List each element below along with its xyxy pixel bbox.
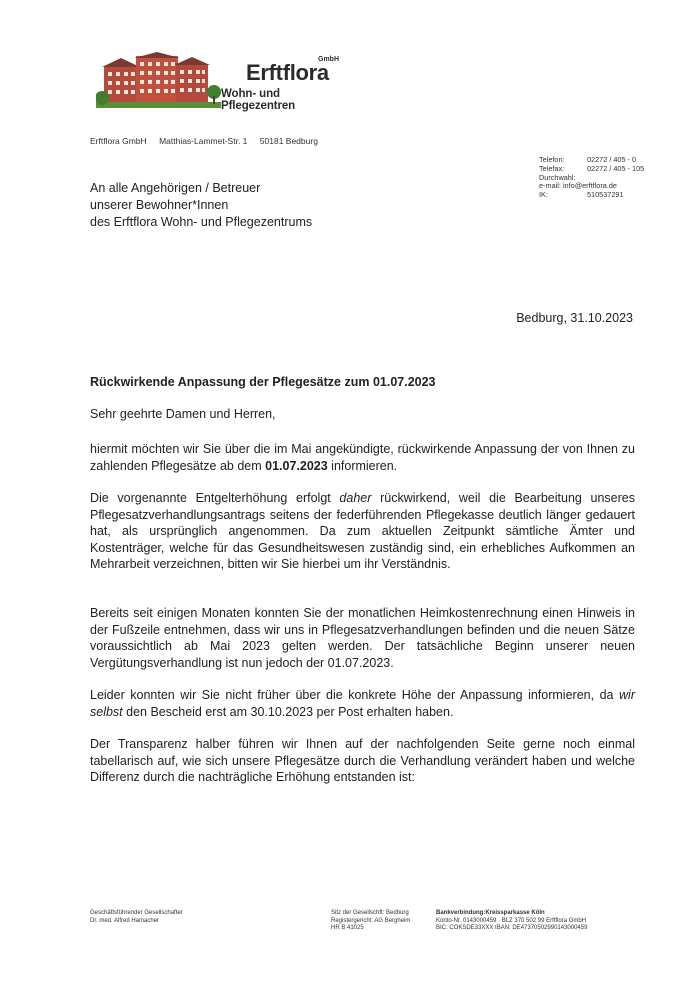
footer-line: Konto-Nr. 0143000459 · BLZ 370 502 99 Erftflora GmbH bbox=[436, 917, 587, 924]
footer-line: Dr. med. Alfred Hamacher bbox=[90, 917, 160, 924]
contact-label: Durchwahl: bbox=[539, 172, 576, 182]
recipient-line: unserer Bewohner*Innen bbox=[90, 198, 229, 212]
footer-line: Registergericht: AG Bergheim bbox=[331, 917, 411, 924]
contact-label: e-mail: bbox=[539, 181, 561, 191]
footer-registry bbox=[331, 910, 410, 933]
text-run-italic: wir selbst bbox=[90, 688, 635, 719]
contact-value: 510537291 bbox=[587, 190, 624, 200]
text-run-bold: 01.07.2023 bbox=[265, 458, 328, 473]
footer-line: Geschäftsführender Gesellschafter bbox=[90, 910, 183, 916]
footer-line: Sitz der Gesellschft: Bedburg bbox=[331, 910, 409, 916]
contact-label: Telefax: bbox=[539, 163, 565, 173]
text-run: Leider konnten wir Sie nicht früher über die konkrete Höhe der Anpassung informieren, da bbox=[90, 688, 620, 702]
footer-bank bbox=[436, 910, 587, 933]
text-run: den Bescheid erst am 30.10.2023 per Post erhalten haben. bbox=[122, 704, 454, 719]
text-run: rückwirkend, weil die Bearbeitung unseres Pflegesatzverhandlungsantrags seitens der federführenden Pflegekasse deutlich länger gedauert hat, als ursprünglich angenommen. Da zum aktuellen Zeitpunkt sämtliche Ämter und Kostenträger, welche für das Gesundheitswesen zuständig sind, ein erhebliches Aufkommen an Mehrarbeit verzeichnen, bitten wir Sie hierbei um ihr Verständnis. bbox=[90, 491, 636, 571]
footer-management bbox=[90, 910, 183, 925]
recipient-address bbox=[90, 180, 312, 231]
text-run: Die vorgenannte Entgelterhöhung erfolgt bbox=[90, 491, 340, 505]
letter-subject: Rückwirkende Anpassung der Pflegesätze zum 01.07.2023 bbox=[90, 375, 436, 389]
body-paragraph-1 bbox=[90, 441, 635, 474]
contact-value: 02272 / 405 - 0 bbox=[587, 155, 637, 164]
contact-label: IK: bbox=[539, 190, 548, 200]
footer-line: HR B 41025 bbox=[331, 925, 364, 932]
text-run: informieren. bbox=[327, 458, 398, 473]
logo-subtitle: Wohn- und Pflegezentren bbox=[221, 88, 296, 112]
text-run-italic: daher bbox=[339, 491, 372, 505]
body-paragraph-5: Der Transparenz halber führen wir Ihnen auf der nachfolgenden Seite gerne noch einmal tabellarisch auf, wie sich unsere Pflegesätze durch die Verhandlung verändert haben und welche Differenz durch die nachträgliche Erhöhung entstanden ist: bbox=[90, 737, 635, 784]
contact-value: info@erftflora.de bbox=[562, 181, 617, 191]
text-run: hiermit möchten wir Sie über die im Mai angekündigte, rückwirkende Anpassung der von Ihnen zu zahlenden Pflegesätze ab dem bbox=[90, 442, 635, 473]
footer-line: BIC: COKSDE33XXX IBAN: DE47370502990143000459 bbox=[436, 925, 588, 932]
recipient-line: An alle Angehörigen / Betreuer bbox=[90, 181, 261, 195]
sender-city: 50181 Bedburg bbox=[259, 136, 318, 146]
sender-street: Matthias-Lammet-Str. 1 bbox=[159, 136, 248, 146]
contact-label: Telefon: bbox=[539, 155, 565, 164]
body-paragraph-3: Bereits seit einigen Monaten konnten Sie der monatlichen Heimkostenrechnung einen Hinweis in der Fußzeile entnehmen, dass wir uns in Pflegesatzverhandlungen befinden und die neuen Sätze voraussichtlich ab Mai 2023 gelten werden. Der tatsächliche Beginn unserer neuen Vergütungsverhandlung ist nun jedoch der 01.07.2023. bbox=[90, 606, 635, 670]
contact-value: 02272 / 405 - 105 bbox=[587, 163, 645, 173]
logo-name: Erftflora bbox=[246, 60, 329, 85]
recipient-line: des Erftflora Wohn- und Pflegezentrums bbox=[90, 215, 313, 229]
contact-block bbox=[539, 156, 644, 200]
company-logo bbox=[96, 52, 346, 110]
footer-bank-title: Bankverbindung:Kreissparkasse Köln bbox=[436, 910, 545, 916]
building-illustration bbox=[96, 52, 221, 110]
body-paragraph-4 bbox=[90, 687, 635, 720]
letter-greeting: Sehr geehrte Damen und Herren, bbox=[90, 407, 276, 421]
contact-row bbox=[539, 191, 644, 200]
letter-date: Bedburg, 31.10.2023 bbox=[516, 311, 633, 325]
sender-line bbox=[90, 136, 328, 146]
logo-gmbh: GmbH bbox=[318, 56, 339, 63]
sender-company: Erftflora GmbH bbox=[90, 136, 147, 146]
body-paragraph-2 bbox=[90, 490, 635, 573]
